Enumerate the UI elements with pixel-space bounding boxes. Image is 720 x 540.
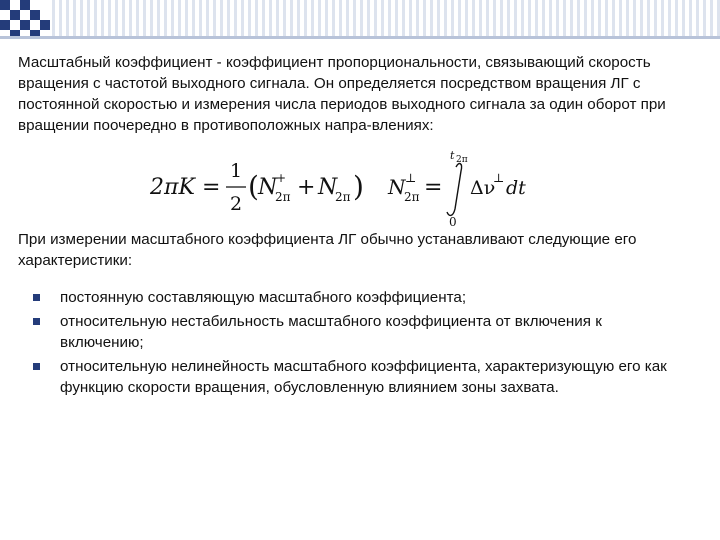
formula-n3-sub: 2π	[404, 190, 420, 204]
formula-n2: N	[318, 175, 338, 200]
formula-integrand-sup: ⊥	[493, 171, 505, 185]
formula-lhs: 2πK	[150, 175, 195, 200]
integral-upper-limit: t	[450, 149, 455, 162]
formula-plus: +	[297, 175, 316, 200]
formula-fraction-denominator: 2	[230, 193, 243, 215]
list-item	[30, 287, 680, 308]
formula-n2-sub: 2π	[335, 190, 351, 204]
formula-fraction-numerator: 1	[230, 160, 243, 182]
list-item	[30, 356, 680, 398]
list-item-text: относительную нелинейность масштабного коэффициента, характеризующую его как функцию скорости вращения, обусловленную влиянием зоны захвата.	[60, 358, 667, 396]
formula-n1-sup: +	[276, 171, 287, 185]
square-bullet-icon	[33, 363, 40, 370]
integral-lower-limit: 0	[449, 215, 457, 229]
formula-n1: N	[258, 175, 278, 200]
list-item-text: относительную нестабильность масштабного коэффициента от включения к включению;	[60, 313, 602, 351]
integral-sign	[447, 164, 462, 216]
formula-integrand: Δν	[470, 177, 496, 199]
header-rule	[0, 36, 720, 39]
formula-equals: =	[202, 175, 221, 200]
header-band	[52, 0, 720, 36]
formula-equals-2: =	[424, 175, 443, 200]
list-item-text: постоянную составляющую масштабного коэффициента;	[60, 289, 467, 306]
header-decoration	[0, 0, 56, 48]
formula-n3: N	[388, 175, 406, 199]
formula-close-paren: )	[353, 170, 364, 203]
list-item	[30, 311, 680, 353]
formula-n3-sup: ⊥	[405, 171, 417, 185]
formula-n1-sub: 2π	[275, 190, 291, 204]
intro-paragraph: При измерении масштабного коэффициента ЛГ обычно устанавливают следующие его характеристики:	[18, 231, 637, 269]
characteristics-list	[30, 287, 680, 401]
definition-paragraph: Масштабный коэффициент - коэффициент пропорциональности, связывающий скорость вращения с частотой выходного сигнала. Он определяется посредством вращения ЛГ с постоянной скоростью и измерения числа периодов выходного сигнала за один оборот при вращении поочередно в противоположных напра-влениях:	[18, 54, 666, 134]
formula-open-paren: (	[248, 170, 259, 203]
formula-dt: dt	[506, 177, 526, 199]
scale-factor-formula	[150, 149, 530, 229]
square-bullet-icon	[33, 318, 40, 325]
integral-upper-limit-sub: 2π	[456, 155, 468, 165]
square-bullet-icon	[33, 294, 40, 301]
